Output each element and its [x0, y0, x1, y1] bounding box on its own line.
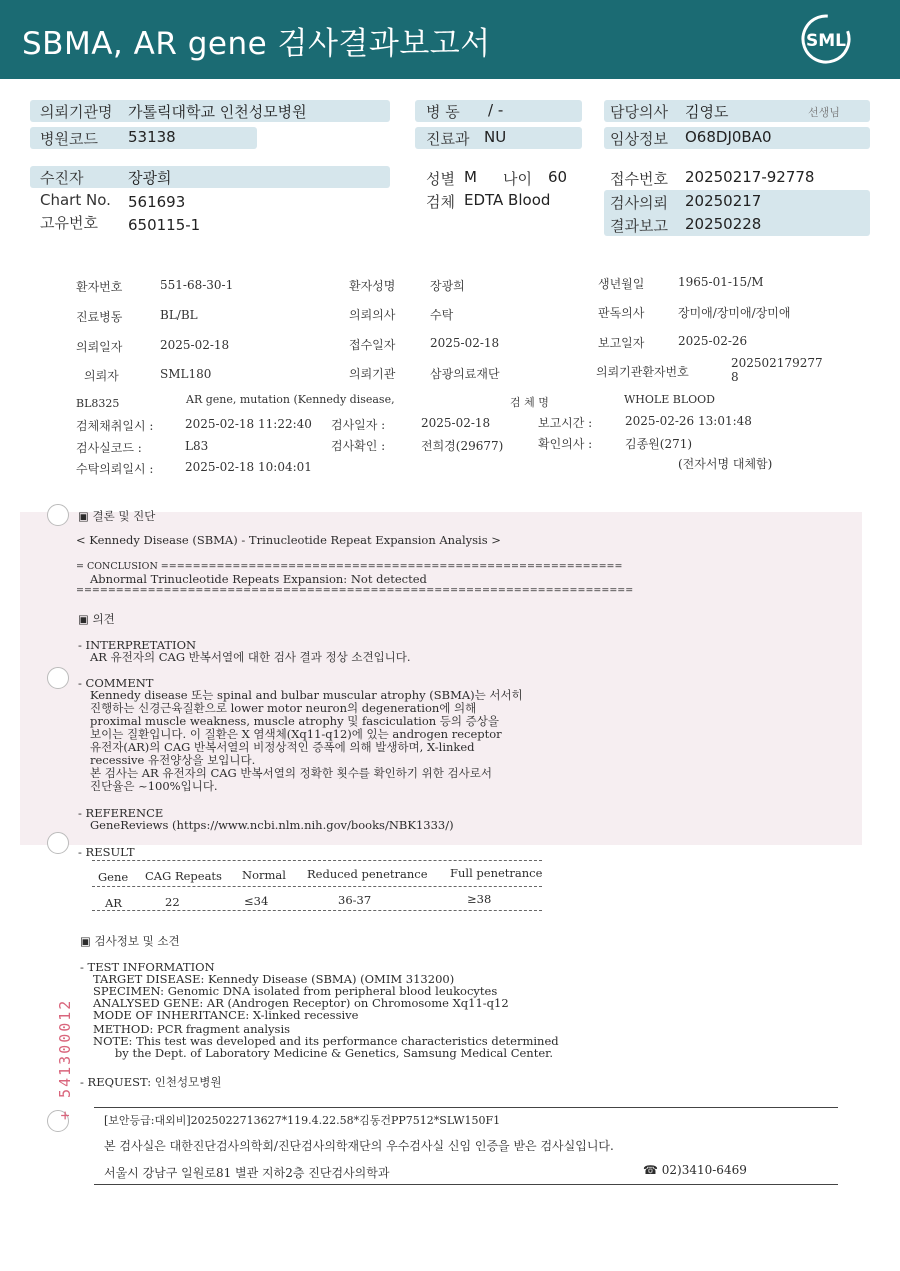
uid-label: 고유번호 — [40, 214, 98, 232]
report-header-bar — [0, 0, 900, 79]
footer-rule — [94, 1107, 838, 1108]
scan-test-date: 2025-02-18 — [421, 416, 491, 430]
scan-recv-date: 2025-02-18 — [430, 336, 500, 350]
scan-verify-label: 확인의사 : — [538, 437, 593, 451]
hosp-code-label: 병원코드 — [40, 130, 98, 148]
age-label: 나이 — [503, 170, 532, 188]
testinfo-line: by the Dept. of Laboratory Medicine & Genetics, Samsung Medical Center. — [93, 1046, 554, 1060]
comment-line: proximal muscle weakness, muscle atrophy 및 fasciculation 등의 증상을 — [90, 714, 500, 728]
scan-specimen-label: 검 체 명 — [510, 396, 549, 409]
req-date-value: 20250217 — [685, 192, 762, 210]
scan-req-org: 삼광의료재단 — [430, 367, 500, 381]
testinfo-line: TARGET DISEASE: Kennedy Disease (SBMA) (OMIM 313200) — [93, 972, 455, 986]
reference-heading: - REFERENCE — [78, 806, 164, 820]
scan-ward: BL/BL — [160, 308, 198, 322]
specimen-label: 검체 — [426, 193, 455, 211]
result-col-cag: CAG Repeats — [145, 869, 222, 883]
result-cag: 22 — [165, 895, 180, 909]
scan-specimen: WHOLE BLOOD — [624, 393, 715, 406]
dept-label: 진료과 — [426, 130, 470, 148]
scan-req-date: 2025-02-18 — [160, 338, 230, 352]
comment-line: 보이는 질환입니다. 이 질환은 X 염색체(Xq11-q12)에 있는 androgen receptor — [90, 727, 502, 741]
sex-label: 성별 — [426, 170, 455, 188]
scan-org-pt-no-label: 의뢰기관환자번호 — [596, 365, 689, 379]
scan-report-date: 2025-02-26 — [678, 334, 748, 348]
scan-pt-name: 장광희 — [430, 279, 465, 293]
req-org-label: 의뢰기관명 — [40, 103, 113, 121]
scan-report-time: 2025-02-26 13:01:48 — [625, 414, 752, 428]
scan-test-code: BL8325 — [76, 397, 120, 410]
section-testinfo-heading: ▣ 검사정보 및 소견 — [80, 934, 180, 948]
doctor-label: 담당의사 — [610, 103, 668, 121]
footer-rule — [94, 1184, 838, 1185]
testinfo-line: METHOD: PCR fragment analysis — [93, 1022, 291, 1036]
scan-ref-date: 2025-02-18 10:04:01 — [185, 460, 312, 474]
reference-text: GeneReviews (https://www.ncbi.nlm.nih.gov/books/NBK1333/) — [90, 818, 454, 832]
scan-read-doc: 장미애/장미애/장미애 — [678, 306, 791, 320]
clin-info-label: 임상정보 — [610, 130, 668, 148]
field-box — [30, 166, 390, 188]
chart-value: 561693 — [128, 193, 186, 211]
scan-req-doc: 수탁 — [430, 308, 454, 322]
dept-value: NU — [484, 128, 507, 146]
result-gene: AR — [105, 896, 122, 910]
ward-value: / - — [488, 101, 504, 119]
scan-lab-code-label: 검사실코드 : — [76, 441, 142, 455]
result-col-full: Full penetrance — [450, 866, 543, 880]
lab-address: 서울시 강남구 일원로81 별관 지하2층 진단검사의학과 — [104, 1166, 390, 1180]
scan-pt-no-label: 환자번호 — [76, 280, 123, 294]
result-col-reduced: Reduced penetrance — [307, 867, 428, 881]
logo-text: SML — [806, 31, 846, 51]
punch-hole — [47, 504, 69, 526]
request-line: - REQUEST: 인천성모병원 — [80, 1075, 222, 1089]
result-normal: ≤34 — [244, 894, 269, 908]
patient-value: 장광희 — [128, 169, 172, 187]
scan-req-org-label: 의뢰기관 — [349, 367, 396, 381]
certification-text: 본 검사실은 대한진단검사의학회/진단검사의학재단의 우수검사실 신임 인증을 받은 검사실입니다. — [104, 1139, 614, 1153]
conclusion-header: = CONCLUSION ========================================================== — [76, 561, 623, 572]
table-rule — [92, 910, 542, 911]
lab-phone: ☎ 02)3410-6469 — [643, 1163, 747, 1177]
section-opinion-heading: ▣ 의견 — [78, 612, 115, 626]
result-col-normal: Normal — [242, 868, 286, 882]
comment-heading: - COMMENT — [78, 676, 154, 690]
security-line: [보안등급:대외비]2025022713627*119.4.22.58*김동건PP7512*SLW150F1 — [104, 1114, 501, 1127]
clin-info-value: O68DJ0BA0 — [685, 128, 772, 146]
ward-label: 병 동 — [426, 103, 460, 121]
table-rule — [92, 860, 542, 861]
scan-recv-date-label: 접수일자 — [349, 338, 396, 352]
hosp-code-value: 53138 — [128, 128, 176, 146]
scan-confirm-label: 검사확인 : — [331, 439, 386, 453]
scan-dob: 1965-01-15/M — [678, 275, 764, 289]
scan-test-date-label: 검사일자 : — [331, 418, 386, 432]
comment-line: recessive 유전양상을 보입니다. — [90, 753, 256, 767]
scan-pt-no: 551-68-30-1 — [160, 278, 234, 292]
report-date-label: 결과보고 — [610, 217, 668, 235]
scan-test-name: AR gene, mutation (Kennedy disease, — [186, 393, 395, 406]
scan-esign: (전자서명 대체함) — [678, 457, 773, 471]
comment-line: 진단율은 ~100%입니다. — [90, 779, 218, 793]
conclusion-text: Abnormal Trinucleotide Repeats Expansion: Not detected — [90, 572, 427, 586]
report-title: SBMA, AR gene 검사결과보고서 — [22, 26, 491, 62]
scan-report-date-label: 보고일자 — [598, 336, 645, 350]
comment-line: 진행하는 신경근육질환으로 lower motor neuron의 degeneration에 의해 — [90, 701, 477, 715]
scan-dob-label: 생년월일 — [598, 277, 645, 291]
result-col-gene: Gene — [98, 870, 129, 884]
analysis-title: < Kennedy Disease (SBMA) - Trinucleotide Repeat Expansion Analysis > — [76, 533, 501, 547]
req-org-value: 가톨릭대학교 인천성모병원 — [128, 103, 307, 121]
testinfo-heading: - TEST INFORMATION — [80, 960, 215, 974]
report-date-value: 20250228 — [685, 215, 762, 233]
section-conclusion-heading: ▣ 결론 및 진단 — [78, 509, 156, 523]
comment-line: Kennedy disease 또는 spinal and bulbar muscular atrophy (SBMA)는 서서히 — [90, 688, 523, 702]
scan-lab-code: L83 — [185, 439, 209, 453]
scan-org-pt-no-2: 8 — [731, 370, 739, 384]
patient-label: 수진자 — [40, 169, 84, 187]
scan-collect-label: 검체채취일시 : — [76, 419, 154, 433]
testinfo-line: SPECIMEN: Genomic DNA isolated from peripheral blood leukocytes — [93, 984, 498, 998]
scan-pt-name-label: 환자성명 — [349, 279, 396, 293]
table-rule — [92, 886, 542, 887]
recv-no-label: 접수번호 — [610, 170, 668, 188]
conclusion-rule: ====================================================================== — [76, 585, 634, 596]
chart-label: Chart No. — [40, 191, 111, 209]
punch-hole — [47, 832, 69, 854]
recv-no-value: 20250217-92778 — [685, 168, 815, 186]
interpretation-heading: - INTERPRETATION — [78, 638, 197, 652]
comment-line: 본 검사는 AR 유전자의 CAG 반복서열의 정확한 횟수를 확인하기 위한 검사로서 — [90, 766, 492, 780]
doctor-suffix: 선생님 — [808, 106, 840, 119]
scan-ward-label: 진료병동 — [76, 310, 123, 324]
specimen-value: EDTA Blood — [464, 191, 551, 209]
scan-ref-date-label: 수탁의뢰일시 : — [76, 462, 154, 476]
sex-value: M — [464, 168, 477, 186]
comment-line: 유전자(AR)의 CAG 반복서열의 비정상적인 증폭에 의해 발생하며, X-linked — [90, 740, 475, 754]
scan-req-date-label: 의뢰일자 — [76, 340, 123, 354]
scan-collect: 2025-02-18 11:22:40 — [185, 417, 312, 431]
testinfo-line: ANALYSED GENE: AR (Androgen Receptor) on Chromosome Xq11-q12 — [93, 996, 509, 1010]
age-value: 60 — [548, 168, 568, 186]
testinfo-line: MODE OF INHERITANCE: X-linked recessive — [93, 1008, 359, 1022]
scan-org-pt-no-1: 202502179277 — [731, 356, 823, 370]
sml-logo — [800, 13, 852, 65]
result-full: ≥38 — [467, 892, 492, 906]
result-heading: - RESULT — [78, 845, 135, 859]
serial-number: + 541300012 — [56, 998, 74, 1120]
interpretation-text: AR 유전자의 CAG 반복서열에 대한 검사 결과 정상 소견입니다. — [90, 650, 411, 664]
scan-report-time-label: 보고시간 : — [538, 416, 593, 430]
req-date-label: 검사의뢰 — [610, 194, 668, 212]
scan-req-doc-label: 의뢰의사 — [349, 308, 396, 322]
scan-requester: SML180 — [160, 367, 212, 381]
testinfo-line: NOTE: This test was developed and its performance characteristics determined — [93, 1034, 559, 1048]
scan-verify: 김종원(271) — [625, 437, 693, 451]
scan-read-doc-label: 판독의사 — [598, 306, 645, 320]
scan-requester-label: 의뢰자 — [84, 369, 119, 383]
doctor-value: 김영도 — [685, 103, 729, 121]
uid-value: 650115-1 — [128, 216, 201, 234]
result-reduced: 36-37 — [338, 893, 372, 907]
punch-hole — [47, 667, 69, 689]
scan-confirm: 전희경(29677) — [421, 439, 504, 453]
